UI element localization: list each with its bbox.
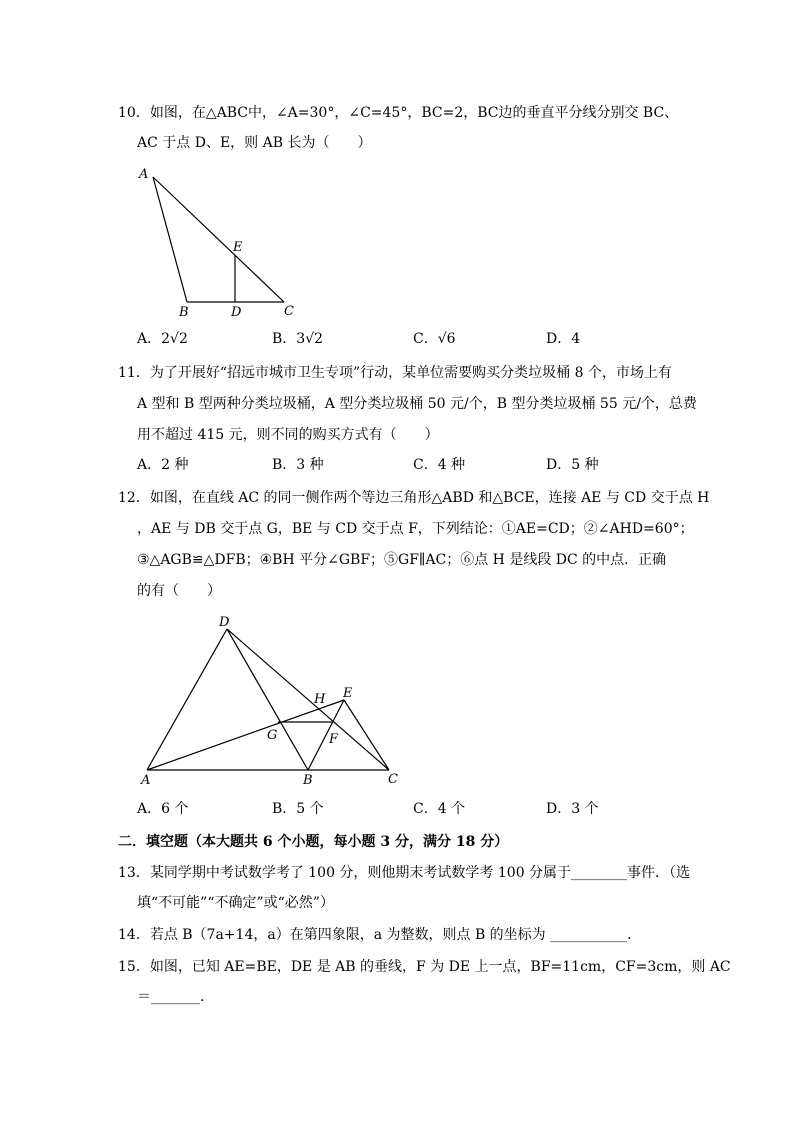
q12-text-line2: ，AE 与 DB 交于点 G，BE 与 CD 交于点 F，下列结论：①AE=CD；②∠AHD=60°； xyxy=(137,521,694,537)
q12-label-e: E xyxy=(343,686,353,701)
q10-text-line1: 10．如图，在△ABC中，∠A=30°，∠C=45°，BC=2，BC边的垂直平分线分别交 BC、 xyxy=(118,105,679,121)
q11-option-a: A．2 种 xyxy=(137,457,189,473)
q10-option-d: D．4 xyxy=(546,331,581,347)
q12-text-line1: 12．如图，在直线 AC 的同一侧作两个等边三角形△ABD 和△BCE，连接 AE 与 CD 交于点 H xyxy=(118,490,710,506)
q12-label-h: H xyxy=(314,692,326,707)
q10-label-c: C xyxy=(284,304,294,319)
q11-text-line3: 用不超过 415 元，则不同的购买方式有（ ） xyxy=(137,427,439,443)
q11-text-line1: 11．为了开展好“招远市城市卫生专项”行动，某单位需要购买分类垃圾桶 8 个，市场上有 xyxy=(118,365,672,381)
q15-text-line1: 15．如图，已知 AE=BE，DE 是 AB 的垂线，F 为 DE 上一点，BF=11cm，CF=3cm，则 AC xyxy=(118,959,731,975)
q10-text-line2: AC 于点 D、E，则 AB 长为（ ） xyxy=(137,135,372,151)
q15-text-line2: ＝_______． xyxy=(137,989,214,1005)
q10-label-b: B xyxy=(179,305,189,320)
q12-label-a: A xyxy=(141,773,151,788)
q10-option-c: C．√6 xyxy=(413,331,456,347)
q12-label-g: G xyxy=(267,728,278,743)
q10-label-d: D xyxy=(231,305,242,320)
q11-option-b: B．3 种 xyxy=(272,457,324,473)
q11-option-d: D．5 种 xyxy=(546,457,599,473)
q12-option-b: B．5 个 xyxy=(272,801,324,817)
q10-option-a: A．2√2 xyxy=(137,331,188,347)
section-heading-fill-in: 二．填空题（本大题共 6 个小题，每小题 3 分，满分 18 分） xyxy=(118,834,509,850)
q10-triangle-figure xyxy=(130,165,330,325)
q10-label-e: E xyxy=(233,240,243,255)
q10-label-a: A xyxy=(139,167,149,182)
q14-text-line1: 14．若点 B（7a+14，a）在第四象限，a 为整数，则点 B 的坐标为 ___________． xyxy=(118,927,642,943)
q13-text-line2: 填“不可能”“不确定”或“必然”） xyxy=(137,895,334,911)
q12-label-f: F xyxy=(329,732,339,747)
q12-option-c: C．4 个 xyxy=(413,801,466,817)
q12-label-b: B xyxy=(303,773,313,788)
q12-option-a: A．6 个 xyxy=(137,801,189,817)
q12-text-line3: ③△AGB≌△DFB；④BH 平分∠GBF；⑤GF∥AC；⑥点 H 是线段 DC 的中点．正确 xyxy=(137,552,667,568)
q11-text-line2: A 型和 B 型两种分类垃圾桶，A 型分类垃圾桶 50 元/个，B 型分类垃圾桶 55 元/个，总费 xyxy=(137,396,697,412)
q11-option-c: C．4 种 xyxy=(413,457,466,473)
q12-label-d: D xyxy=(219,615,230,630)
q12-text-line4: 的有（ ） xyxy=(137,583,221,599)
q13-text-line1: 13．某同学期中考试数学考了 100 分，则他期末考试数学考 100 分属于________事件．（选 xyxy=(118,865,691,881)
q10-option-b: B．3√2 xyxy=(272,331,324,347)
q12-label-c: C xyxy=(388,772,398,787)
q12-triangles-figure xyxy=(130,610,410,790)
q12-option-d: D．3 个 xyxy=(546,801,599,817)
